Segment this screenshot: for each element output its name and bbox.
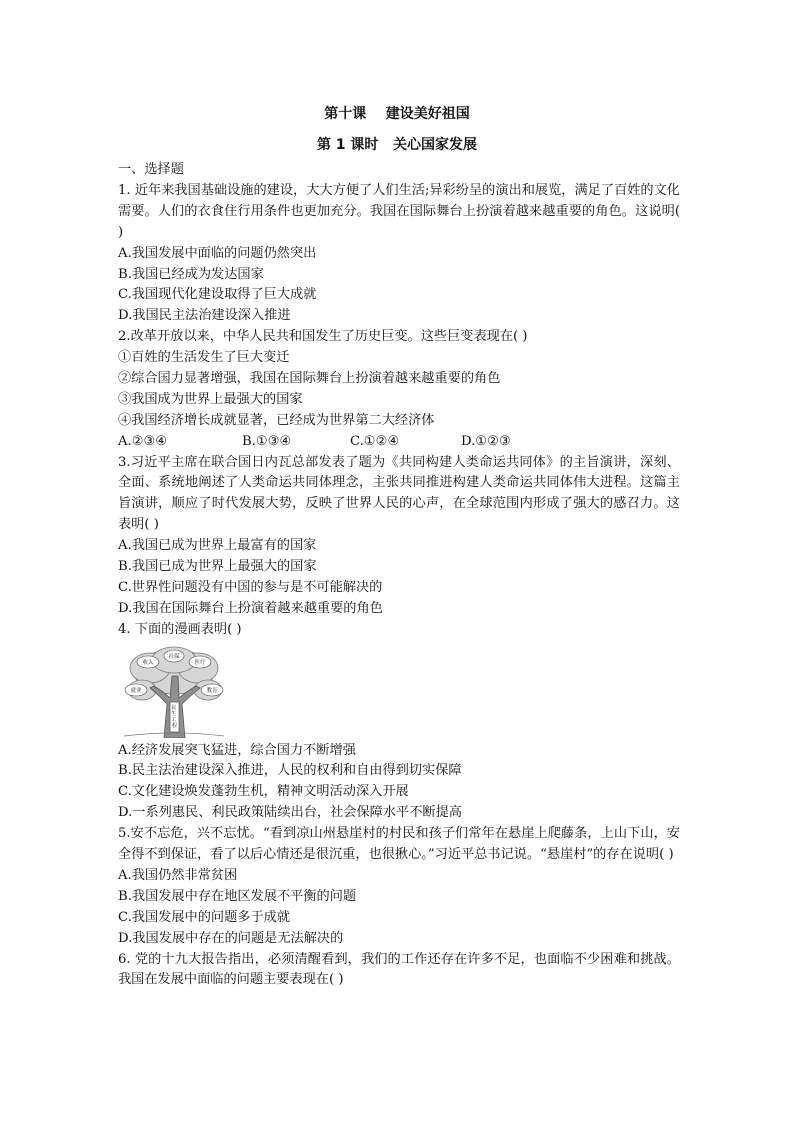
question-2-choice-c: C.①②④	[350, 433, 400, 449]
question-5-option-c: C.我国发展中的问题多于成就	[118, 909, 291, 925]
question-1-option-a: A.我国发展中面临的问题仍然突出	[118, 245, 317, 261]
question-3-option-a: A.我国已成为世界上最富有的国家	[118, 538, 317, 554]
tree-cartoon-drawing	[120, 646, 228, 738]
question-4-stem: 4. 下面的漫画表明( )	[118, 621, 242, 637]
trunk-sign-text	[171, 704, 178, 729]
question-2-choice-d: D.①②③	[461, 433, 511, 449]
fruit-jiuye-label: 就业	[130, 687, 142, 694]
question-3-option-d: D.我国在国际舞台上扮演着越来越重要的角色	[118, 600, 383, 616]
question-5-option-d: D.我国发展中存在的问题是无法解决的	[118, 930, 344, 946]
question-1-option-c: C.我国现代化建设取得了巨大成就	[118, 287, 317, 303]
question-2-statement-3: ③我国成为世界上最强大的国家	[118, 391, 303, 407]
question-4-option-a: A.经济发展突飞猛进，综合国力不断增强	[118, 742, 356, 758]
question-2-choices	[118, 432, 680, 453]
fruit-yiliao-label: 医疗	[194, 659, 206, 666]
question-2-statement-2: ②综合国力显著增强，我国在国际舞台上扮演着越来越重要的角色	[118, 370, 501, 386]
question-2-stem: 2.改革开放以来，中华人民共和国发生了历史巨变。这些巨变表现在( )	[118, 329, 528, 345]
question-2-choice-b: B.①③④	[242, 433, 292, 449]
question-1-option-d: D.我国民主法治建设深入推进	[118, 308, 291, 324]
fruit-shouru-label: 收入	[142, 659, 154, 666]
fruit-jiaoyu-label: 教育	[206, 687, 218, 694]
question-3-option-b: B.我国已成为世界上最强大的国家	[118, 559, 317, 575]
question-4-option-c: C.文化建设焕发蓬勃生机，精神文明活动深入开展	[118, 784, 409, 800]
question-5-option-b: B.我国发展中存在地区发展不平衡的问题	[118, 888, 357, 904]
trunk-char-2: 生	[171, 710, 177, 717]
question-content	[118, 160, 680, 991]
question-3-option-c: C.世界性问题没有中国的参与是不可能解决的	[118, 579, 383, 595]
question-3-stem: 3.习近平主席在联合国日内瓦总部发表了题为《共同构建人类命运共同体》的主旨演讲，深刻、全面、系统地阐述了人类命运共同体理念，主张共同推进构建人类命运共同体伟大进程。这篇主旨演讲，顺应了时代发展大势，反映了世界人民的心声，在全球范围内形成了强大的感召力。这表明( )	[118, 454, 680, 533]
question-6-stem: 6. 党的十九大报告指出，必须清醒看到，我们的工作还存在许多不足，也面临不少困难和挑战。我国在发展中面临的问题主要表现在( )	[118, 951, 680, 988]
question-5-option-a: A.我国仍然非常贫困	[118, 867, 238, 883]
trunk-char-4: 程	[171, 722, 178, 729]
tree-cartoon	[120, 646, 228, 738]
question-2-statement-4: ④我国经济增长成就显著，已经成为世界第二大经济体	[118, 412, 435, 428]
question-2-choice-a: A.②③④	[118, 433, 168, 449]
question-1-stem: 1. 近年来我国基础设施的建设，大大方便了人们生活;异彩纷呈的演出和展览，满足了百姓的文化需要。人们的衣食住行用条件也更加充分。我国在国际舞台上扮演着越来越重要的角色。这说明( )	[118, 182, 680, 240]
question-5-stem: 5.安不忘危，兴不忘忧。“看到凉山州悬崖村的村民和孩子们常年在悬崖上爬藤条，上山下山，安全得不到保证，看了以后心情还是很沉重，也很揪心。”习近平总书记说。“悬崖村”的存在说明( )	[118, 826, 680, 863]
lesson-title: 第十课 建设美好祖国	[324, 106, 470, 122]
lesson-subtitle: 第 1 课时 关心国家发展	[316, 137, 478, 153]
question-4-option-b: B.民主法治建设深入推进，人民的权利和自由得到切实保障	[118, 763, 462, 779]
question-2-statement-1: ①百姓的生活发生了巨大变迁	[118, 350, 290, 366]
question-4-option-d: D.一系列惠民、利民政策陆续出台，社会保障水平不断提高	[118, 805, 462, 821]
question-1-option-b: B.我国已经成为发达国家	[118, 266, 264, 282]
trunk-char-1: 民	[171, 704, 177, 711]
trunk-char-3: 工	[171, 716, 177, 723]
section-heading: 一、选择题	[118, 162, 184, 177]
fruit-shebao-label: 社保	[168, 653, 180, 660]
